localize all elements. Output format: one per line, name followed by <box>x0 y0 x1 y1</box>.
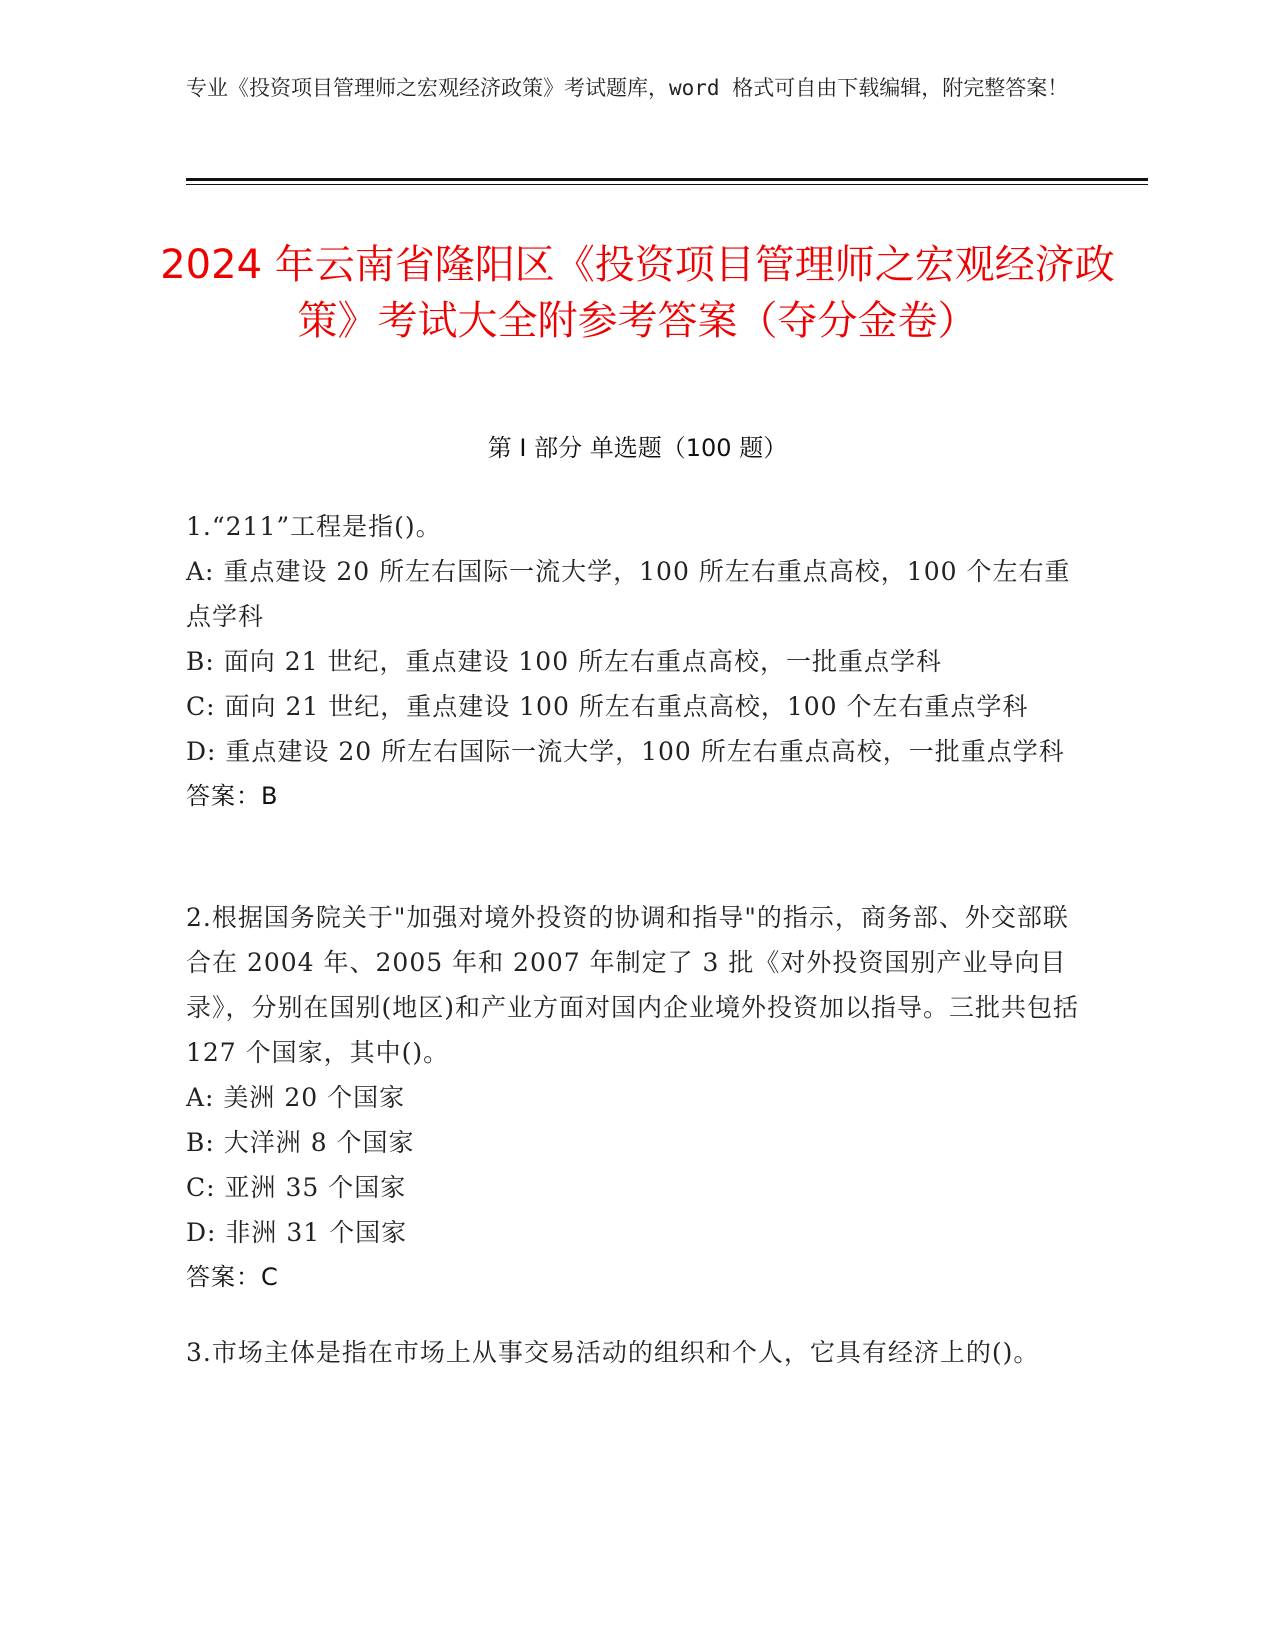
option-c: C: 亚洲 35 个国家 <box>186 1173 407 1202</box>
answer-label: 答案：C <box>186 1263 279 1291</box>
header-divider-thick <box>186 178 1148 181</box>
question-stem: 1.“211”工程是指()。 <box>186 512 442 541</box>
question-2 <box>186 895 1086 1300</box>
header-note: 专业《投资项目管理师之宏观经济政策》考试题库，word 格式可自由下载编辑，附完整答案！ <box>186 76 1069 100</box>
document-title: 2024 年云南省隆阳区《投资项目管理师之宏观经济政策》考试大全附参考答案（夺分金卷） <box>160 241 1115 344</box>
option-b: B: 大洋洲 8 个国家 <box>186 1128 415 1157</box>
option-b: B: 面向 21 世纪，重点建设 100 所左右重点高校，一批重点学科 <box>186 647 943 676</box>
answer-label: 答案：B <box>186 782 279 810</box>
option-a: A: 美洲 20 个国家 <box>186 1083 406 1112</box>
option-c: C: 面向 21 世纪，重点建设 100 所左右重点高校，100 个左右重点学科 <box>186 692 1029 721</box>
question-1 <box>186 504 1086 819</box>
question-stem: 3.市场主体是指在市场上从事交易活动的组织和个人，它具有经济上的()。 <box>186 1338 1040 1367</box>
option-a: A: 重点建设 20 所左右国际一流大学，100 所左右重点高校，100 个左右重点学科 <box>186 557 1071 631</box>
question-3 <box>186 1330 1086 1375</box>
section-title: 第 I 部分 单选题（100 题） <box>487 434 788 462</box>
option-d: D: 非洲 31 个国家 <box>186 1218 408 1247</box>
question-stem: 2.根据国务院关于"加强对境外投资的协调和指导"的指示，商务部、外交部联合在 2004 年、2005 年和 2007 年制定了 3 批《对外投资国别产业导向目录》，分别在国别(地区)和产业方面对国内企业境外投资加以指导。三批共包括 127 个国家，其中()。 <box>186 903 1080 1067</box>
option-d: D: 重点建设 20 所左右国际一流大学，100 所左右重点高校，一批重点学科 <box>186 737 1065 766</box>
header-divider-thin <box>186 184 1148 185</box>
